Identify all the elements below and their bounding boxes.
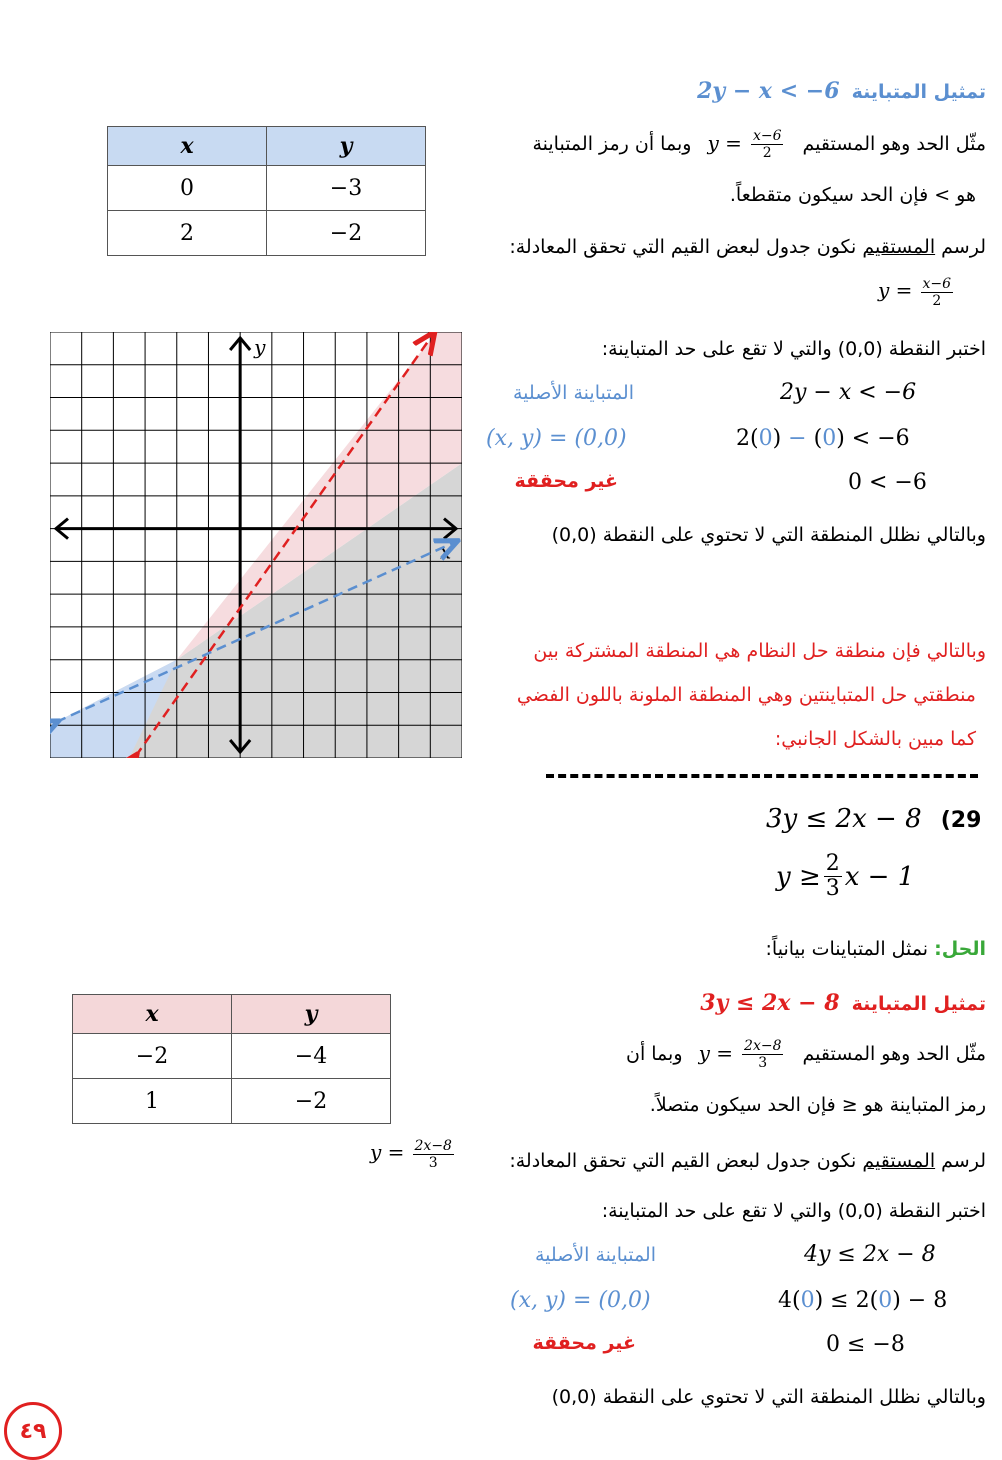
conclusion-2: وبالتالي نظلل المنطقة التي لا تحتوي على النقطة (0,0) xyxy=(551,1386,986,1408)
equation-3: y = $\frac{2x-8}{3}$ xyxy=(370,1138,452,1171)
table-header: y xyxy=(232,995,391,1034)
problem-number: (29 xyxy=(940,808,982,833)
heading-label: تمثيل المتباينة xyxy=(851,81,986,103)
equation-2: y = $\frac{x-6}{2}$ xyxy=(878,276,952,309)
page-number: ٤٩ xyxy=(4,1402,62,1460)
label-original-2: المتباينة الأصلية xyxy=(534,1244,656,1266)
label-false-2: غير محققة xyxy=(532,1332,636,1354)
section2-line1: مثّل الحد وهو المستقيم y = $\frac{2x-8}{3}$ وبما أن xyxy=(626,1038,986,1071)
work-row-2: 2(0) − (0) < −6 xyxy=(736,426,910,451)
separator xyxy=(546,774,978,778)
values-table-2 xyxy=(72,994,391,1124)
system-line-1: وبالتالي فإن منطقة حل النظام هي المنطقة المشتركة بين xyxy=(533,640,986,662)
inequality-graph xyxy=(50,332,462,758)
y-axis-label: y xyxy=(254,335,266,359)
system-line-3: كما مبين بالشكل الجانبي: xyxy=(774,728,976,750)
conclusion-1: وبالتالي نظلل المنطقة التي لا تحتوي على النقطة (0,0) xyxy=(551,524,986,546)
table-header: y xyxy=(267,127,426,166)
problem29-ineq1: 3y ≤ 2x − 8 (29 xyxy=(766,804,982,834)
section2-heading: تمثيل المتباينة 3y ≤ 2x − 8 xyxy=(700,990,986,1016)
line1-tail: وبما أن رمز المتباينة xyxy=(532,133,692,155)
work-row-3: 0 < −6 xyxy=(848,470,927,495)
table-row: 2 −2 xyxy=(108,211,426,256)
table-header: x xyxy=(108,127,267,166)
work2-row-1: 4y ≤ 2x − 8 xyxy=(804,1242,936,1267)
line-equation: y = $\frac{x-6}{2}$ xyxy=(707,128,782,161)
table-row: 0 −3 xyxy=(108,166,426,211)
section2-line3: لرسم المستقيم نكون جدول لبعض القيم التي تحقق المعادلة: xyxy=(509,1150,986,1172)
table-row: 1 −2 xyxy=(73,1079,391,1124)
x-axis-label: x xyxy=(440,539,452,564)
solution-line: الحل: نمثل المتباينات بيانياً: xyxy=(765,938,986,960)
section1-line1 xyxy=(532,128,986,161)
test-point-line: اختبر النقطة (0,0) والتي لا تقع على حد المتباينة: xyxy=(601,338,986,360)
work2-row-3: 0 ≤ −8 xyxy=(826,1332,905,1357)
section1-line3: لرسم المستقيم نكون جدول لبعض القيم التي تحقق المعادلة: xyxy=(509,236,986,258)
line-equation: y = $\frac{2x-8}{3}$ xyxy=(698,1038,782,1071)
work-row-1: 2y − x < −6 xyxy=(780,380,917,405)
work2-row-2: 4(0) ≤ 2(0) − 8 xyxy=(778,1288,948,1313)
test-point-line-2: اختبر النقطة (0,0) والتي لا تقع على حد المتباينة: xyxy=(601,1200,986,1222)
label-false: غير محققة xyxy=(514,470,618,492)
table-header: x xyxy=(73,995,232,1034)
section1-heading xyxy=(697,78,986,104)
label-original: المتباينة الأصلية xyxy=(512,382,634,404)
table-row: −2 −4 xyxy=(73,1034,391,1079)
system-line-2: منطقتي حل المتباينتين وهي المنطقة الملونة باللون الفضي xyxy=(516,684,976,706)
section2-line2: رمز المتباينة هو ≤ فإن الحد سيكون متصلاً. xyxy=(649,1094,986,1116)
heading-math: 2y − x < −6 xyxy=(697,78,840,104)
section1-line2: هو > فإن الحد سيكون متقطعاً. xyxy=(729,184,976,206)
line1-text: مثّل الحد وهو المستقيم xyxy=(802,133,986,155)
label-point: (x, y) = (0,0) xyxy=(486,426,627,451)
solution-label: الحل: xyxy=(934,938,986,960)
label-point-2: (x, y) = (0,0) xyxy=(510,1288,651,1313)
problem29-ineq2: y ≥ $\frac{2}{3}$ x − 1 xyxy=(776,851,915,901)
values-table-1 xyxy=(107,126,426,256)
